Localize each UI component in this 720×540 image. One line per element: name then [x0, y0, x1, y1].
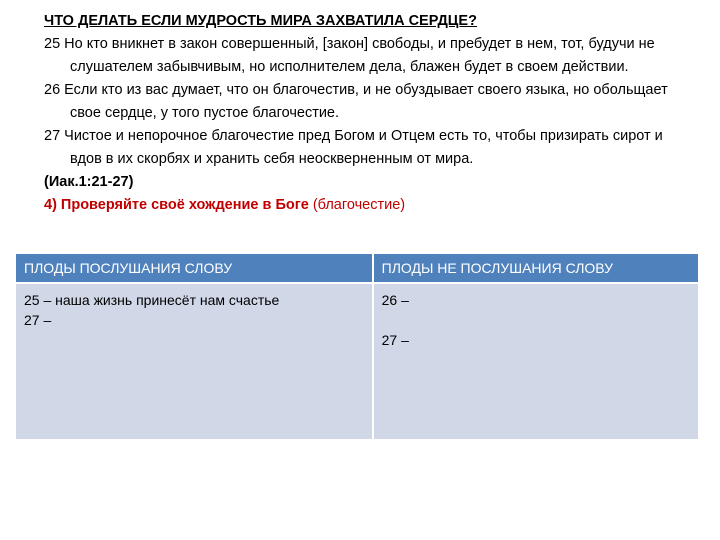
cell-line: 25 – наша жизнь принесёт нам счастье — [24, 292, 280, 308]
point-4-heading — [44, 194, 694, 217]
table-header-row — [16, 254, 698, 283]
cell-line: 27 – — [24, 312, 52, 328]
header-obedience: ПЛОДЫ ПОСЛУШАНИЯ СЛОВУ — [16, 254, 373, 283]
scripture-reference: (Иак.1:21-27) — [44, 174, 134, 190]
cell-line: 26 – — [381, 292, 409, 308]
point-4-main: 4) Проверяйте своё хождение в Боге — [44, 197, 309, 213]
cell-gap — [382, 310, 690, 330]
header-disobedience: ПЛОДЫ НЕ ПОСЛУШАНИЯ СЛОВУ — [373, 254, 698, 283]
verse-25: 25 Но кто вникнет в закон совершенный, [закон] свободы, и пребудет в нем, тот, будучи не слушателем забывчивым, но исполнителем дела, блажен будет в своем действии. — [44, 36, 655, 75]
fruits-table — [16, 254, 698, 439]
verse-27: 27 Чистое и непорочное благочестие пред Богом и Отцем есть то, чтобы призирать сирот и вдов в их скорбях и хранить себя неоскверненным от мира. — [44, 128, 663, 167]
table-row — [16, 283, 698, 439]
cell-line: 27 – — [381, 332, 409, 348]
cell-disobedience — [373, 283, 698, 439]
scripture-block — [44, 10, 694, 217]
point-4-paren: (благочестие) — [308, 197, 406, 213]
slide-heading: ЧТО ДЕЛАТЬ ЕСЛИ МУДРОСТЬ МИРА ЗАХВАТИЛА СЕРДЦЕ? — [44, 13, 477, 29]
cell-obedience — [16, 283, 373, 439]
verse-26: 26 Если кто из вас думает, что он благочестив, и не обуздывает своего языка, но обольщает свое сердце, у того пустое благочестие. — [44, 82, 668, 121]
